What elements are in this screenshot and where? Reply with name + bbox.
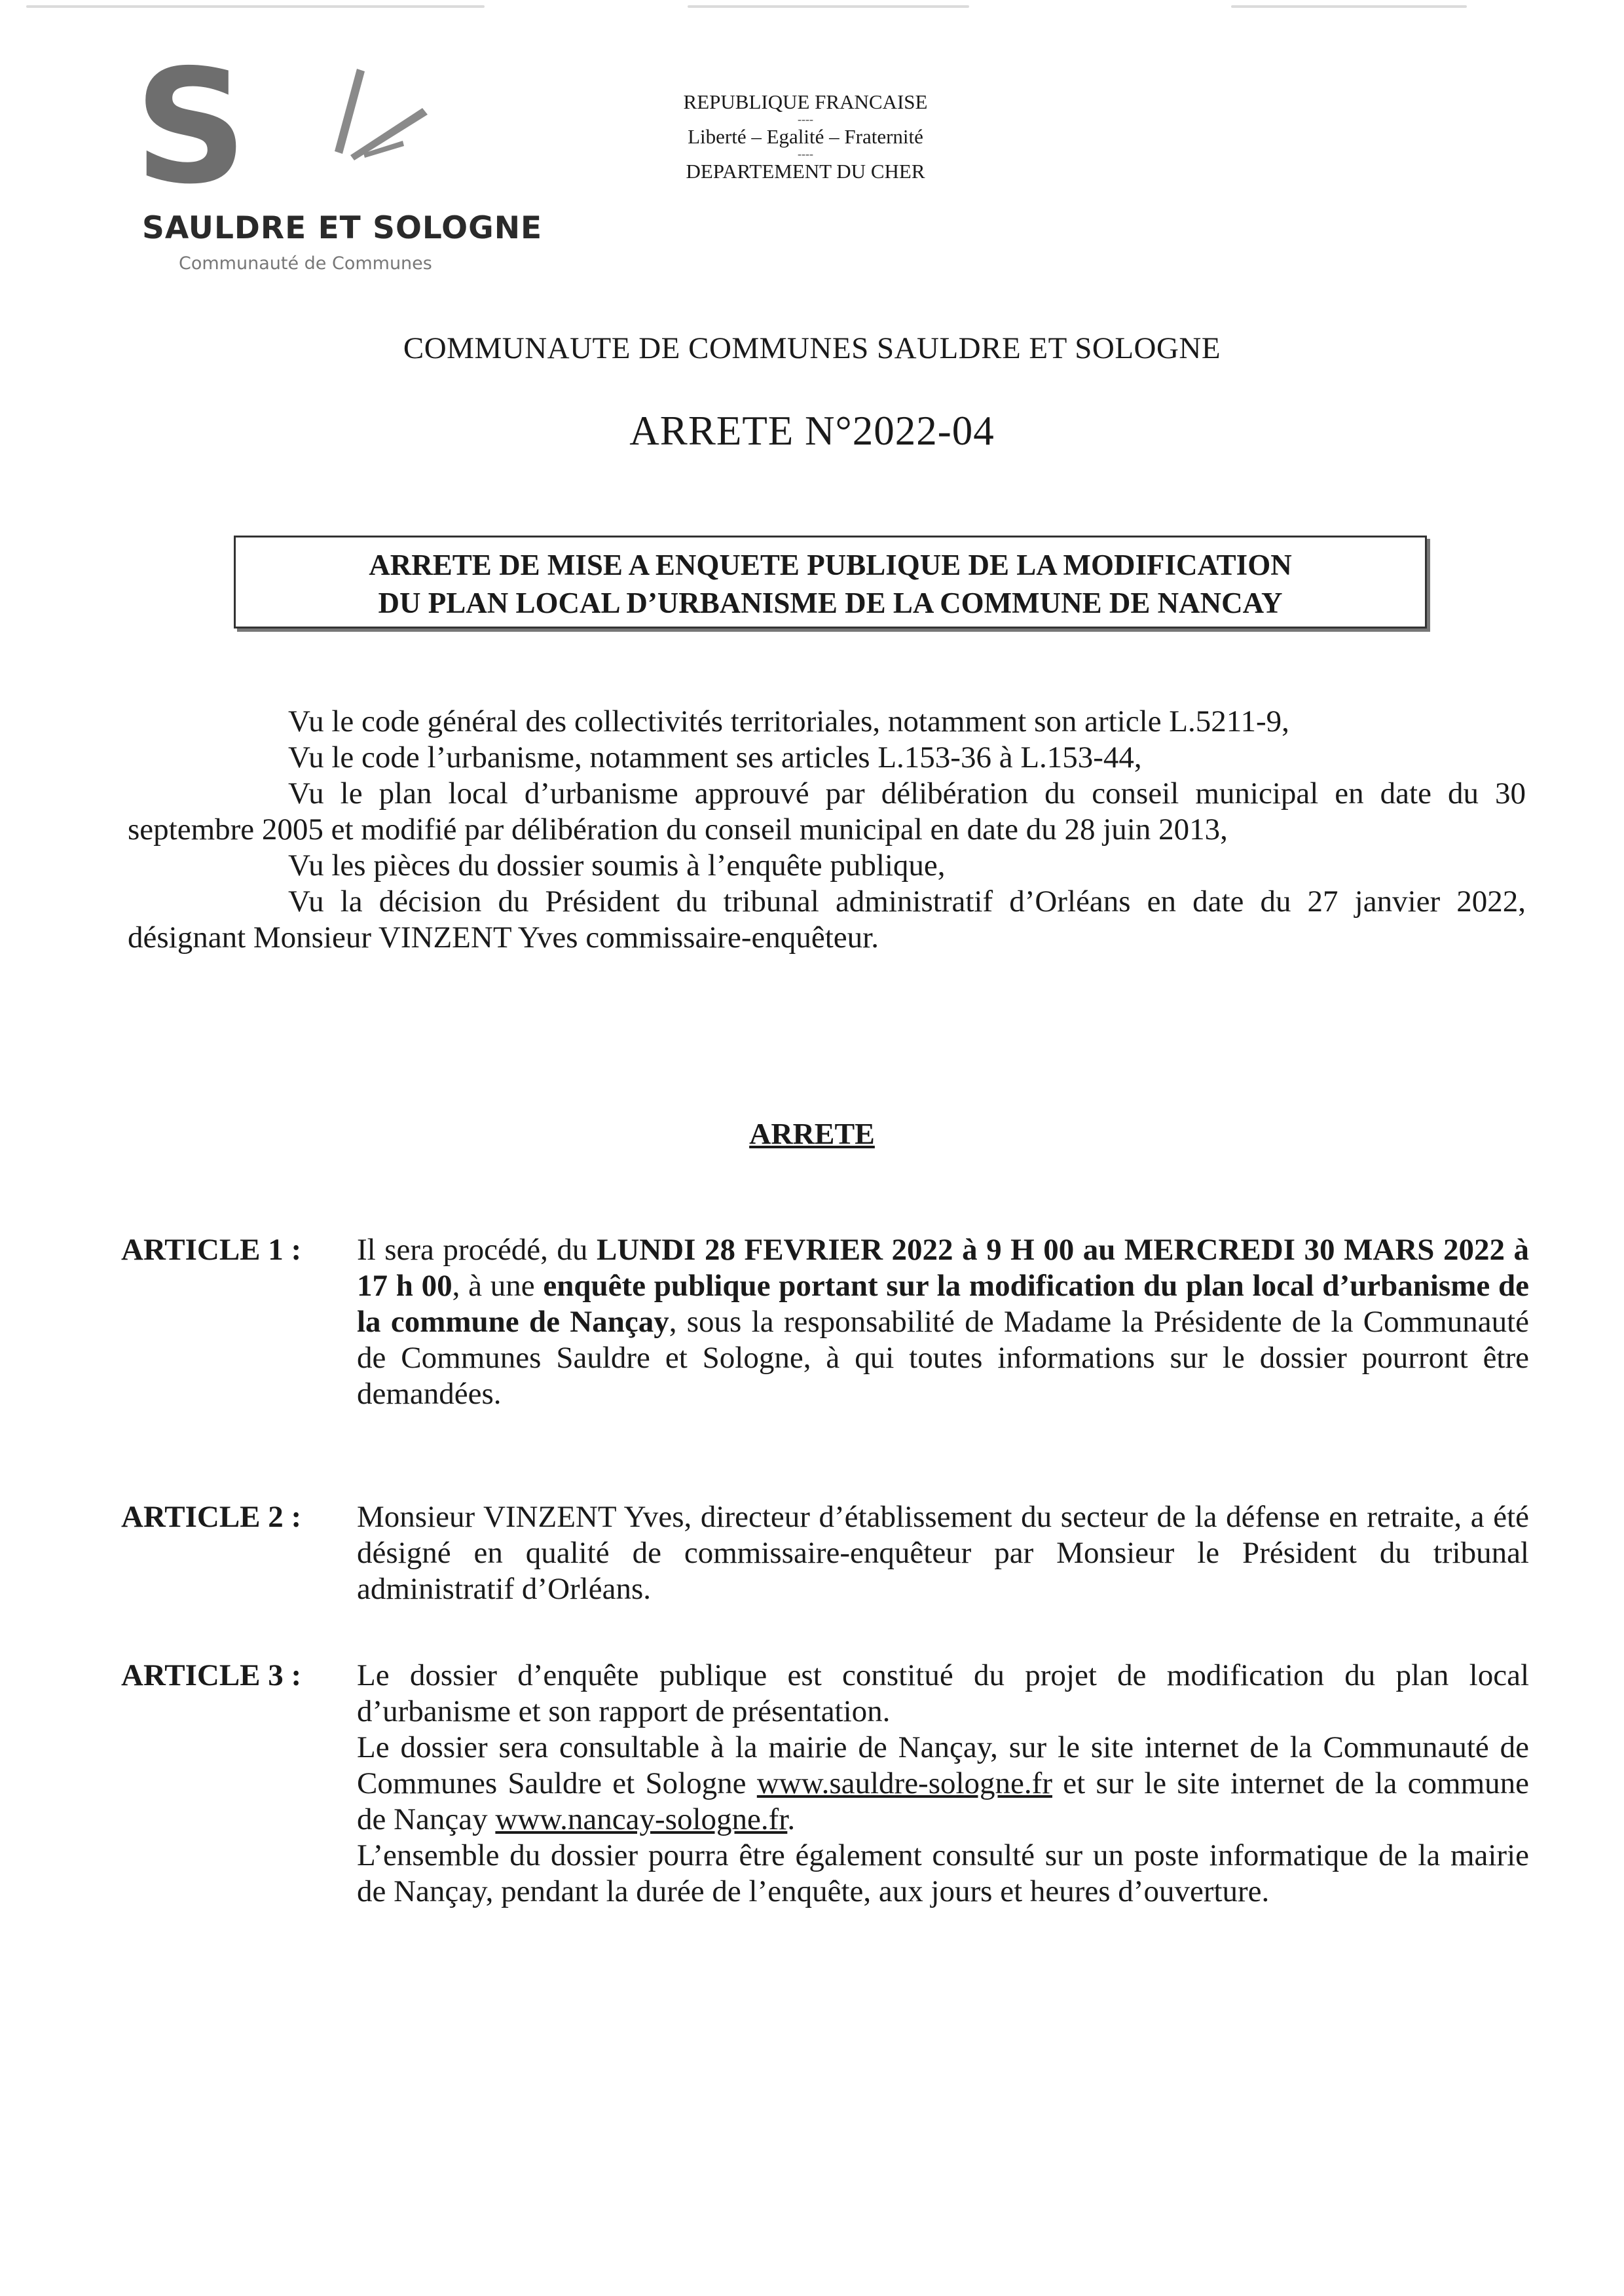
- article-1: [121, 1232, 1529, 1412]
- article-subject: enquête publique portant sur la modification du plan local d’urbanisme de la commune de Nançay: [357, 1269, 1529, 1339]
- arrete-number: ARRETE N°2022-04: [629, 408, 995, 454]
- republic-line: REPUBLIQUE FRANCAISE: [683, 90, 928, 113]
- logo: [134, 62, 543, 285]
- motto-line: Liberté – Egalité – Fraternité: [688, 125, 923, 148]
- article-3: [121, 1658, 1529, 1910]
- article-text: Le dossier sera consultable à la mairie de Nançay, sur le site internet de la Communauté de Communes Sauldre et Sologne: [357, 1730, 1529, 1800]
- section-heading: ARRETE: [749, 1117, 875, 1150]
- scan-edge-top-right: [1231, 5, 1467, 8]
- article-text: Monsieur VINZENT Yves, directeur d’établissement du secteur de la défense en retraite, a été désigné en qualité de commissaire-enquêteur par Monsieur le Président du tribunal administratif d’Orléans.: [357, 1500, 1529, 1606]
- considerant: Vu les pièces du dossier soumis à l’enquête publique,: [288, 848, 946, 883]
- article-label: ARTICLE 2 :: [121, 1500, 302, 1534]
- considerants: [128, 704, 1526, 956]
- article-label: ARTICLE 3 :: [121, 1658, 302, 1692]
- title-box: [234, 536, 1427, 629]
- title-line-2: DU PLAN LOCAL D’URBANISME DE LA COMMUNE DE NANCAY: [378, 587, 1283, 619]
- article-paragraph: Le dossier d’enquête publique est constitué du projet de modification du plan local d’urbanisme et son rapport de présentation.: [357, 1658, 1529, 1728]
- logo-s-mark: [134, 62, 501, 213]
- title-line-1: ARRETE DE MISE A ENQUETE PUBLIQUE DE LA MODIFICATION: [369, 549, 1292, 581]
- article-text: , sous la responsabilité de Madame la Présidente de la Communauté de Communes Sauldre et Sologne, à qui toutes informations sur le dossier pourront être demandées.: [357, 1305, 1529, 1411]
- considerant: Vu le code l’urbanisme, notamment ses articles L.153-36 à L.153-44,: [288, 740, 1142, 774]
- article-text: , à une: [452, 1269, 544, 1303]
- considerant: Vu la décision du Président du tribunal administratif d’Orléans en date du 27 janvier 2022, désignant Monsieur VINZENT Yves commissaire-enquêteur.: [128, 884, 1526, 955]
- logo-name: SAULDRE ET SOLOGNE: [142, 210, 543, 246]
- logo-subtitle: Communauté de Communes: [179, 253, 432, 274]
- link-nancay-sologne[interactable]: www.nancay-sologne.fr: [495, 1802, 788, 1836]
- article-text: Il sera procédé, du: [357, 1233, 597, 1267]
- considerant: Vu le plan local d’urbanisme approuvé par délibération du conseil municipal en date du 30 septembre 2005 et modifié par délibération du conseil municipal en date du 28 juin 2013,: [128, 776, 1526, 847]
- logo-letter: S: [134, 62, 248, 213]
- department-line: DEPARTEMENT DU CHER: [686, 160, 925, 183]
- article-label: ARTICLE 1 :: [121, 1233, 302, 1267]
- link-sauldre-sologne[interactable]: www.sauldre-sologne.fr: [756, 1766, 1052, 1800]
- scan-edge-top-left: [26, 5, 485, 8]
- considerant: Vu le code général des collectivités territoriales, notamment son article L.5211-9,: [288, 704, 1289, 738]
- article-body: [357, 1499, 1529, 1607]
- article-dates: LUNDI 28 FEVRIER 2022 à 9 H 00 au MERCREDI 30 MARS 2022 à 17 h 00: [357, 1233, 1530, 1303]
- article-paragraph: L’ensemble du dossier pourra être également consulté sur un poste informatique de la mairie de Nançay, pendant la durée de l’enquête, aux jours et heures d’ouverture.: [357, 1838, 1529, 1908]
- article-2: [121, 1499, 1529, 1607]
- article-body: [357, 1232, 1529, 1412]
- article-text: .: [787, 1802, 796, 1836]
- org-title: COMMUNAUTE DE COMMUNES SAULDRE ET SOLOGNE: [403, 331, 1221, 365]
- separator: ----: [798, 147, 813, 160]
- republic-block: [642, 92, 969, 181]
- scan-edge-top-center: [688, 5, 969, 8]
- article-text: et sur le site internet de la commune de Nançay: [357, 1766, 1529, 1836]
- separator: ----: [798, 113, 813, 126]
- article-body: [357, 1658, 1529, 1910]
